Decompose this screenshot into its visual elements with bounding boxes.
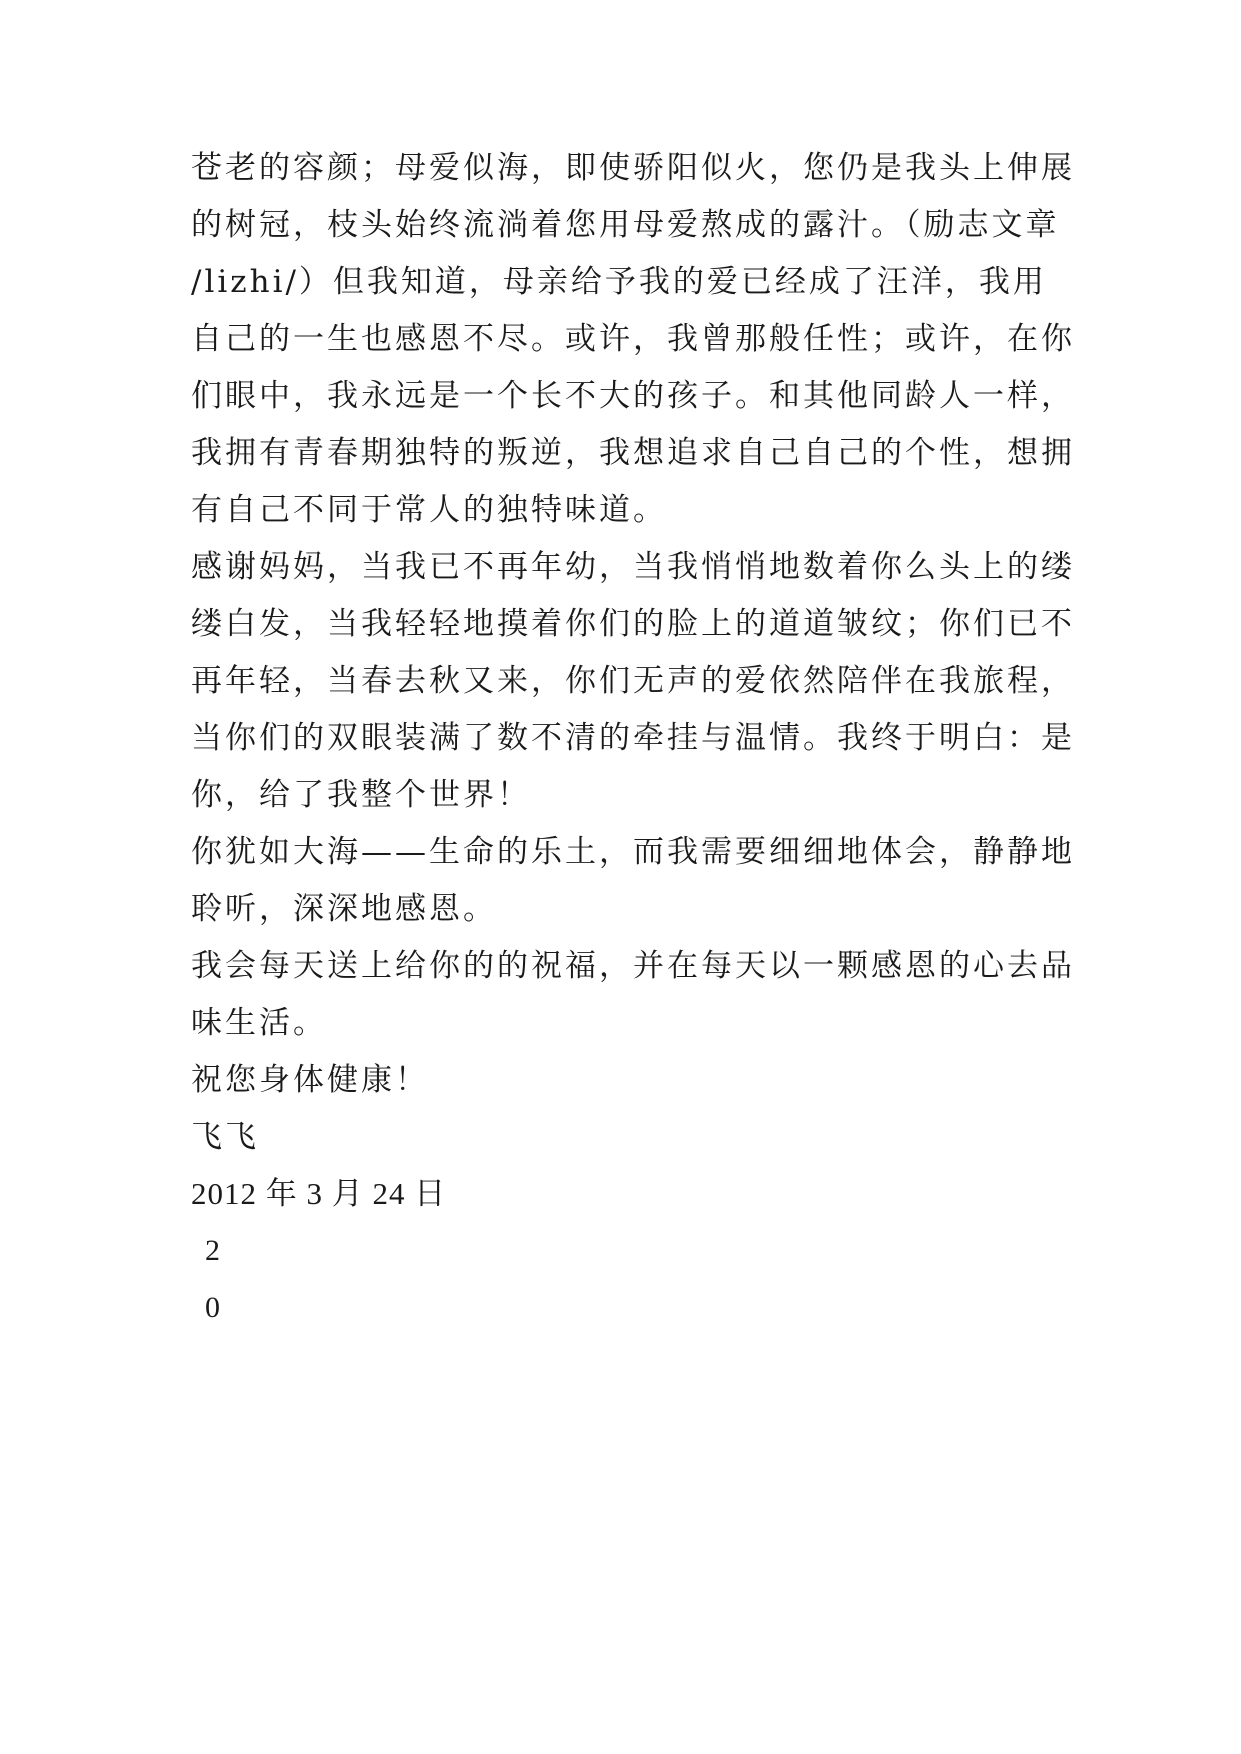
text-line: 味生活。: [191, 1005, 327, 1041]
text-line: 我拥有青春期独特的叛逆，我想追求自己自己的个性，想拥: [191, 435, 1075, 471]
text-line: 聆听，深深地感恩。: [191, 891, 497, 927]
page-number-digit: 2: [205, 1234, 220, 1267]
text-line: 再年轻，当春去秋又来，你们无声的爱依然陪伴在我旅程，: [191, 663, 1075, 699]
text-line: 当你们的双眼装满了数不清的牵挂与温情。我终于明白：是: [191, 720, 1075, 756]
text-line: 你，给了我整个世界！: [191, 777, 531, 813]
text-line: 我会每天送上给你的的祝福，并在每天以一颗感恩的心去品: [191, 948, 1075, 984]
date: 2012 年 3 月 24 日: [191, 1176, 447, 1211]
text-line: 自己的一生也感恩不尽。或许，我曾那般任性；或许，在你: [191, 321, 1075, 357]
text-line: 有自己不同于常人的独特味道。: [191, 492, 667, 528]
text-line: 感谢妈妈，当我已不再年幼，当我悄悄地数着你么头上的缕: [191, 549, 1075, 585]
text-line: 苍老的容颜；母爱似海，即使骄阳似火，您仍是我头上伸展: [191, 150, 1075, 186]
text-line: 缕白发，当我轻轻地摸着你们的脸上的道道皱纹；你们已不: [191, 606, 1075, 642]
text-line: 的树冠，枝头始终流淌着您用母爱熬成的露汁。（励志文章: [191, 207, 1060, 243]
page-number-digit: 0: [205, 1291, 220, 1324]
text-line: 你犹如大海——生命的乐土，而我需要细细地体会，静静地: [191, 834, 1075, 870]
signature: 飞飞: [191, 1119, 259, 1155]
closing-line: 祝您身体健康！: [191, 1062, 429, 1098]
text-line: 们眼中，我永远是一个长不大的孩子。和其他同龄人一样，: [191, 378, 1075, 414]
text-line: /lizhi/）但我知道，母亲给予我的爱已经成了汪洋，我用: [191, 264, 1047, 300]
